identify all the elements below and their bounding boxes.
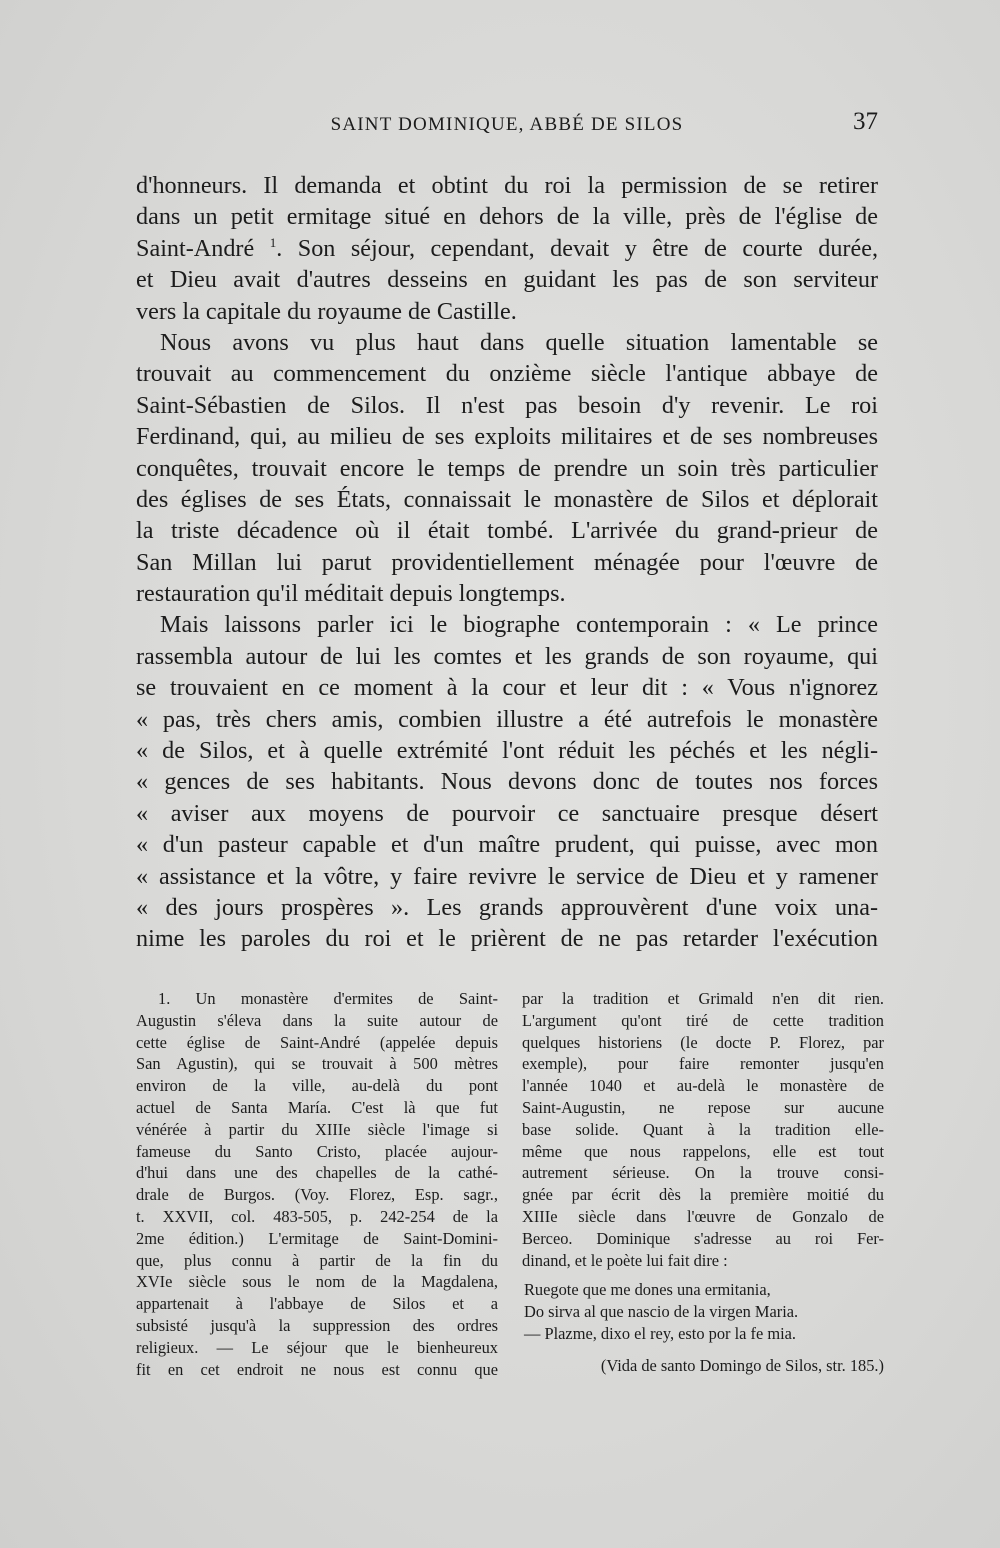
body-line: « des jours prospères ». Les grands approuvèrent d'une voix una-: [136, 893, 878, 921]
verse-citation: (Vida de santo Domingo de Silos, str. 185.): [600, 1355, 884, 1375]
verse-quotation: [522, 1279, 884, 1344]
body-line: Nous avons vu plus haut dans quelle situation lamentable se: [160, 328, 878, 356]
footnote-line: quelques historiens (le docte P. Florez, par: [522, 1032, 884, 1052]
body-line: dans un petit ermitage situé en dehors de la ville, près de l'église de: [136, 203, 878, 231]
body-line: Mais laissons parler ici le biographe contemporain : « Le prince: [160, 611, 878, 639]
footnote-line: Saint-Augustin, ne repose sur aucune: [522, 1097, 884, 1117]
verse-line: Ruegote que me dones una ermitania,: [524, 1280, 771, 1300]
footnote-line: subsisté jusqu'à la suppression des ordres: [136, 1315, 498, 1335]
footnote-line: Augustin s'éleva dans la suite autour de: [136, 1010, 498, 1030]
footnote-line: fameuse du Santo Cristo, placée aujour-: [136, 1141, 498, 1161]
footnotes: [136, 988, 884, 1408]
footnote-column-left: [136, 988, 498, 1380]
page-header: [136, 108, 878, 144]
footnote-line: vénérée à partir du XIIIe siècle l'image si: [136, 1119, 498, 1139]
footnote-line: cette église de Saint-André (appelée depuis: [136, 1032, 498, 1052]
body-line: vers la capitale du royaume de Castille.: [136, 297, 517, 325]
body-line: Ferdinand, qui, au milieu de ses exploits militaires et de ses nombreuses: [136, 423, 878, 451]
footnote-marker: 1: [269, 234, 277, 250]
body-line: « d'un pasteur capable et d'un maître prudent, qui puisse, avec mon: [136, 831, 878, 859]
body-line: San Millan lui parut providentiellement ménagée pour l'œuvre de: [136, 548, 878, 576]
body-line: [136, 233, 878, 264]
footnote-line: t. XXVII, col. 483-505, p. 242-254 de la: [136, 1206, 498, 1226]
body-line: et Dieu avait d'autres desseins en guidant les pas de son serviteur: [136, 266, 878, 294]
footnote-line: XIIIe siècle dans l'œuvre de Gonzalo de: [522, 1206, 884, 1226]
footnote-column-right: [522, 988, 884, 1377]
footnote-line: actuel de Santa María. C'est là que fut: [136, 1097, 498, 1117]
body-line: « aviser aux moyens de pourvoir ce sanctuaire presque désert: [136, 799, 878, 827]
body-line: nime les paroles du roi et le prièrent de ne pas retarder l'exécution: [136, 925, 878, 953]
body-line: « pas, très chers amis, combien illustre a été autrefois le monastère: [136, 705, 878, 733]
footnote-line: dinand, et le poète lui fait dire :: [522, 1250, 728, 1270]
body-line: trouvait au commencement du onzième siècle l'antique abbaye de: [136, 360, 878, 388]
body-line-rest: . Son séjour, cependant, devait y être de courte durée,: [276, 234, 878, 262]
body-line: restauration qu'il méditait depuis longtemps.: [136, 580, 566, 608]
body-line: des églises de ses États, connaissait le monastère de Silos et déplorait: [136, 485, 878, 513]
body-line: « assistance et la vôtre, y faire revivre le service de Dieu et y ramener: [136, 862, 878, 890]
verse-line: — Plazme, dixo el rey, esto por la fe mia.: [524, 1323, 797, 1343]
body-line: d'honneurs. Il demanda et obtint du roi la permission de se retirer: [136, 172, 878, 199]
body-text: [136, 170, 878, 955]
body-line: rassembla autour de lui les comtes et les grands de son royaume, qui: [136, 642, 878, 670]
footnote-line: L'argument qu'ont tiré de cette tradition: [522, 1010, 884, 1030]
body-line-start: Saint-André: [136, 234, 255, 262]
footnote-line: gnée par écrit dès la première moitié du: [522, 1185, 884, 1205]
body-line: « gences de ses habitants. Nous devons donc de toutes nos forces: [136, 768, 878, 796]
body-line: la triste décadence où il était tombé. L'arrivée du grand-prieur de: [136, 517, 878, 545]
footnote-line: autrement sérieuse. On la trouve consi-: [522, 1163, 884, 1183]
verse-line: Do sirva al que nascio de la virgen Maria.: [524, 1302, 799, 1322]
body-line: conquêtes, trouvait encore le temps de prendre un soin très particulier: [136, 454, 878, 482]
footnote-line: San Agustin), qui se trouvait à 500 mètres: [136, 1054, 498, 1074]
footnote-line: par la tradition et Grimald n'en dit rien.: [522, 989, 884, 1008]
footnote-line: 2me édition.) L'ermitage de Saint-Domini-: [136, 1228, 498, 1248]
body-line: se trouvaient en ce moment à la cour et leur dit : « Vous n'ignorez: [136, 674, 878, 702]
footnote-line: que, plus connu à partir de la fin du: [136, 1250, 498, 1270]
footnote-line: base solide. Quant à la tradition elle-: [522, 1119, 884, 1139]
footnote-line: même que nous rappelons, elle est tout: [522, 1141, 884, 1161]
footnote-line: religieux. — Le séjour que le bienheureux: [136, 1337, 498, 1357]
footnote-line: l'année 1040 et au-delà le monastère de: [522, 1076, 884, 1096]
footnote-line: d'hui dans une des chapelles de la cathé-: [136, 1163, 498, 1183]
body-line: Saint-Sébastien de Silos. Il n'est pas besoin d'y revenir. Le roi: [136, 391, 878, 419]
footnote-line: appartenait à l'abbaye de Silos et a: [136, 1294, 498, 1314]
footnote-line: fit en cet endroit ne nous est connu que: [136, 1359, 498, 1379]
body-line: « de Silos, et à quelle extrémité l'ont réduit les péchés et les négli-: [136, 737, 878, 765]
footnote-line: 1. Un monastère d'ermites de Saint-: [158, 989, 498, 1008]
footnote-line: XVIe siècle sous le nom de la Magdalena,: [136, 1272, 498, 1292]
footnote-line: drale de Burgos. (Voy. Florez, Esp. sagr.,: [136, 1185, 498, 1205]
footnote-line: environ de la ville, au-delà du pont: [136, 1076, 498, 1096]
running-title: SAINT DOMINIQUE, ABBÉ DE SILOS: [330, 114, 684, 135]
footnote-line: exemple), pour faire remonter jusqu'en: [522, 1054, 884, 1074]
page-number: 37: [853, 108, 878, 135]
footnote-line: Berceo. Dominique s'adresse au roi Fer-: [522, 1228, 884, 1248]
